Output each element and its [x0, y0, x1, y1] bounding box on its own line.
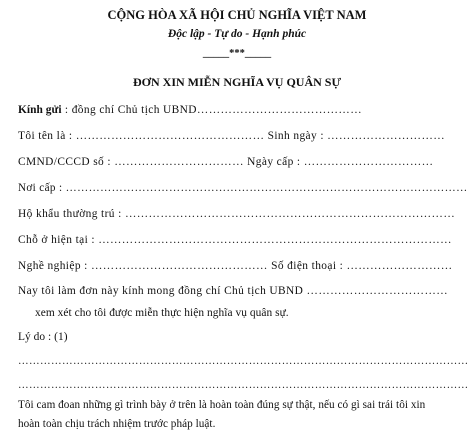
document-title: ĐƠN XIN MIỄN NGHĨA VỤ QUÂN SỰ — [132, 75, 341, 89]
household-line: Hộ khẩu thường trú : ………………………………………………………………………… — [18, 208, 456, 220]
name-line: Tôi tên là : ………………………………………… Sinh ngày : ………………………… — [18, 130, 446, 142]
residence-line: Chỗ ở hiện tại : ……………………………………………………………………………… — [18, 234, 452, 246]
recipient-text: : đồng chí Chủ tịch UBND…………………………………… — [61, 104, 363, 116]
id-card-line: CMND/CCCD số : …………………………… Ngày cấp : …………………………… — [18, 156, 434, 168]
issued-place-line: Nơi cấp : …………………………………………………………………………………………… — [18, 182, 468, 194]
separator: _____***_____ — [202, 48, 272, 59]
blank-line-2: …………………………………………………………………………………………………………… — [18, 379, 469, 391]
reason-line: Lý do : (1) — [18, 331, 68, 343]
nation-title: CỘNG HÒA XÃ HỘI CHỦ NGHĨA VIỆT NAM — [107, 8, 367, 22]
commitment-line-1: Tôi cam đoan những gì trình bày ở trên là hoàn toàn đúng sự thật, nếu có gì sai trái tôi xin — [18, 399, 426, 411]
motto: Độc lập - Tự do - Hạnh phúc — [167, 28, 307, 40]
request-line-2: xem xét cho tôi được miễn thực hiện nghĩa vụ quân sự. — [35, 307, 289, 319]
recipient-line — [18, 104, 362, 116]
request-line-1: Nay tôi làm đơn này kính mong đồng chí Chủ tịch UBND ……………………………… — [18, 285, 449, 297]
blank-line-1: …………………………………………………………………………………………………………… — [18, 355, 469, 367]
commitment-line-2: hoàn toàn chịu trách nhiệm trước pháp luật. — [18, 418, 216, 430]
occupation-line: Nghề nghiệp : ……………………………………… Số điện thoại : ……………………… — [18, 260, 453, 272]
recipient-label: Kính gửi — [18, 104, 62, 116]
